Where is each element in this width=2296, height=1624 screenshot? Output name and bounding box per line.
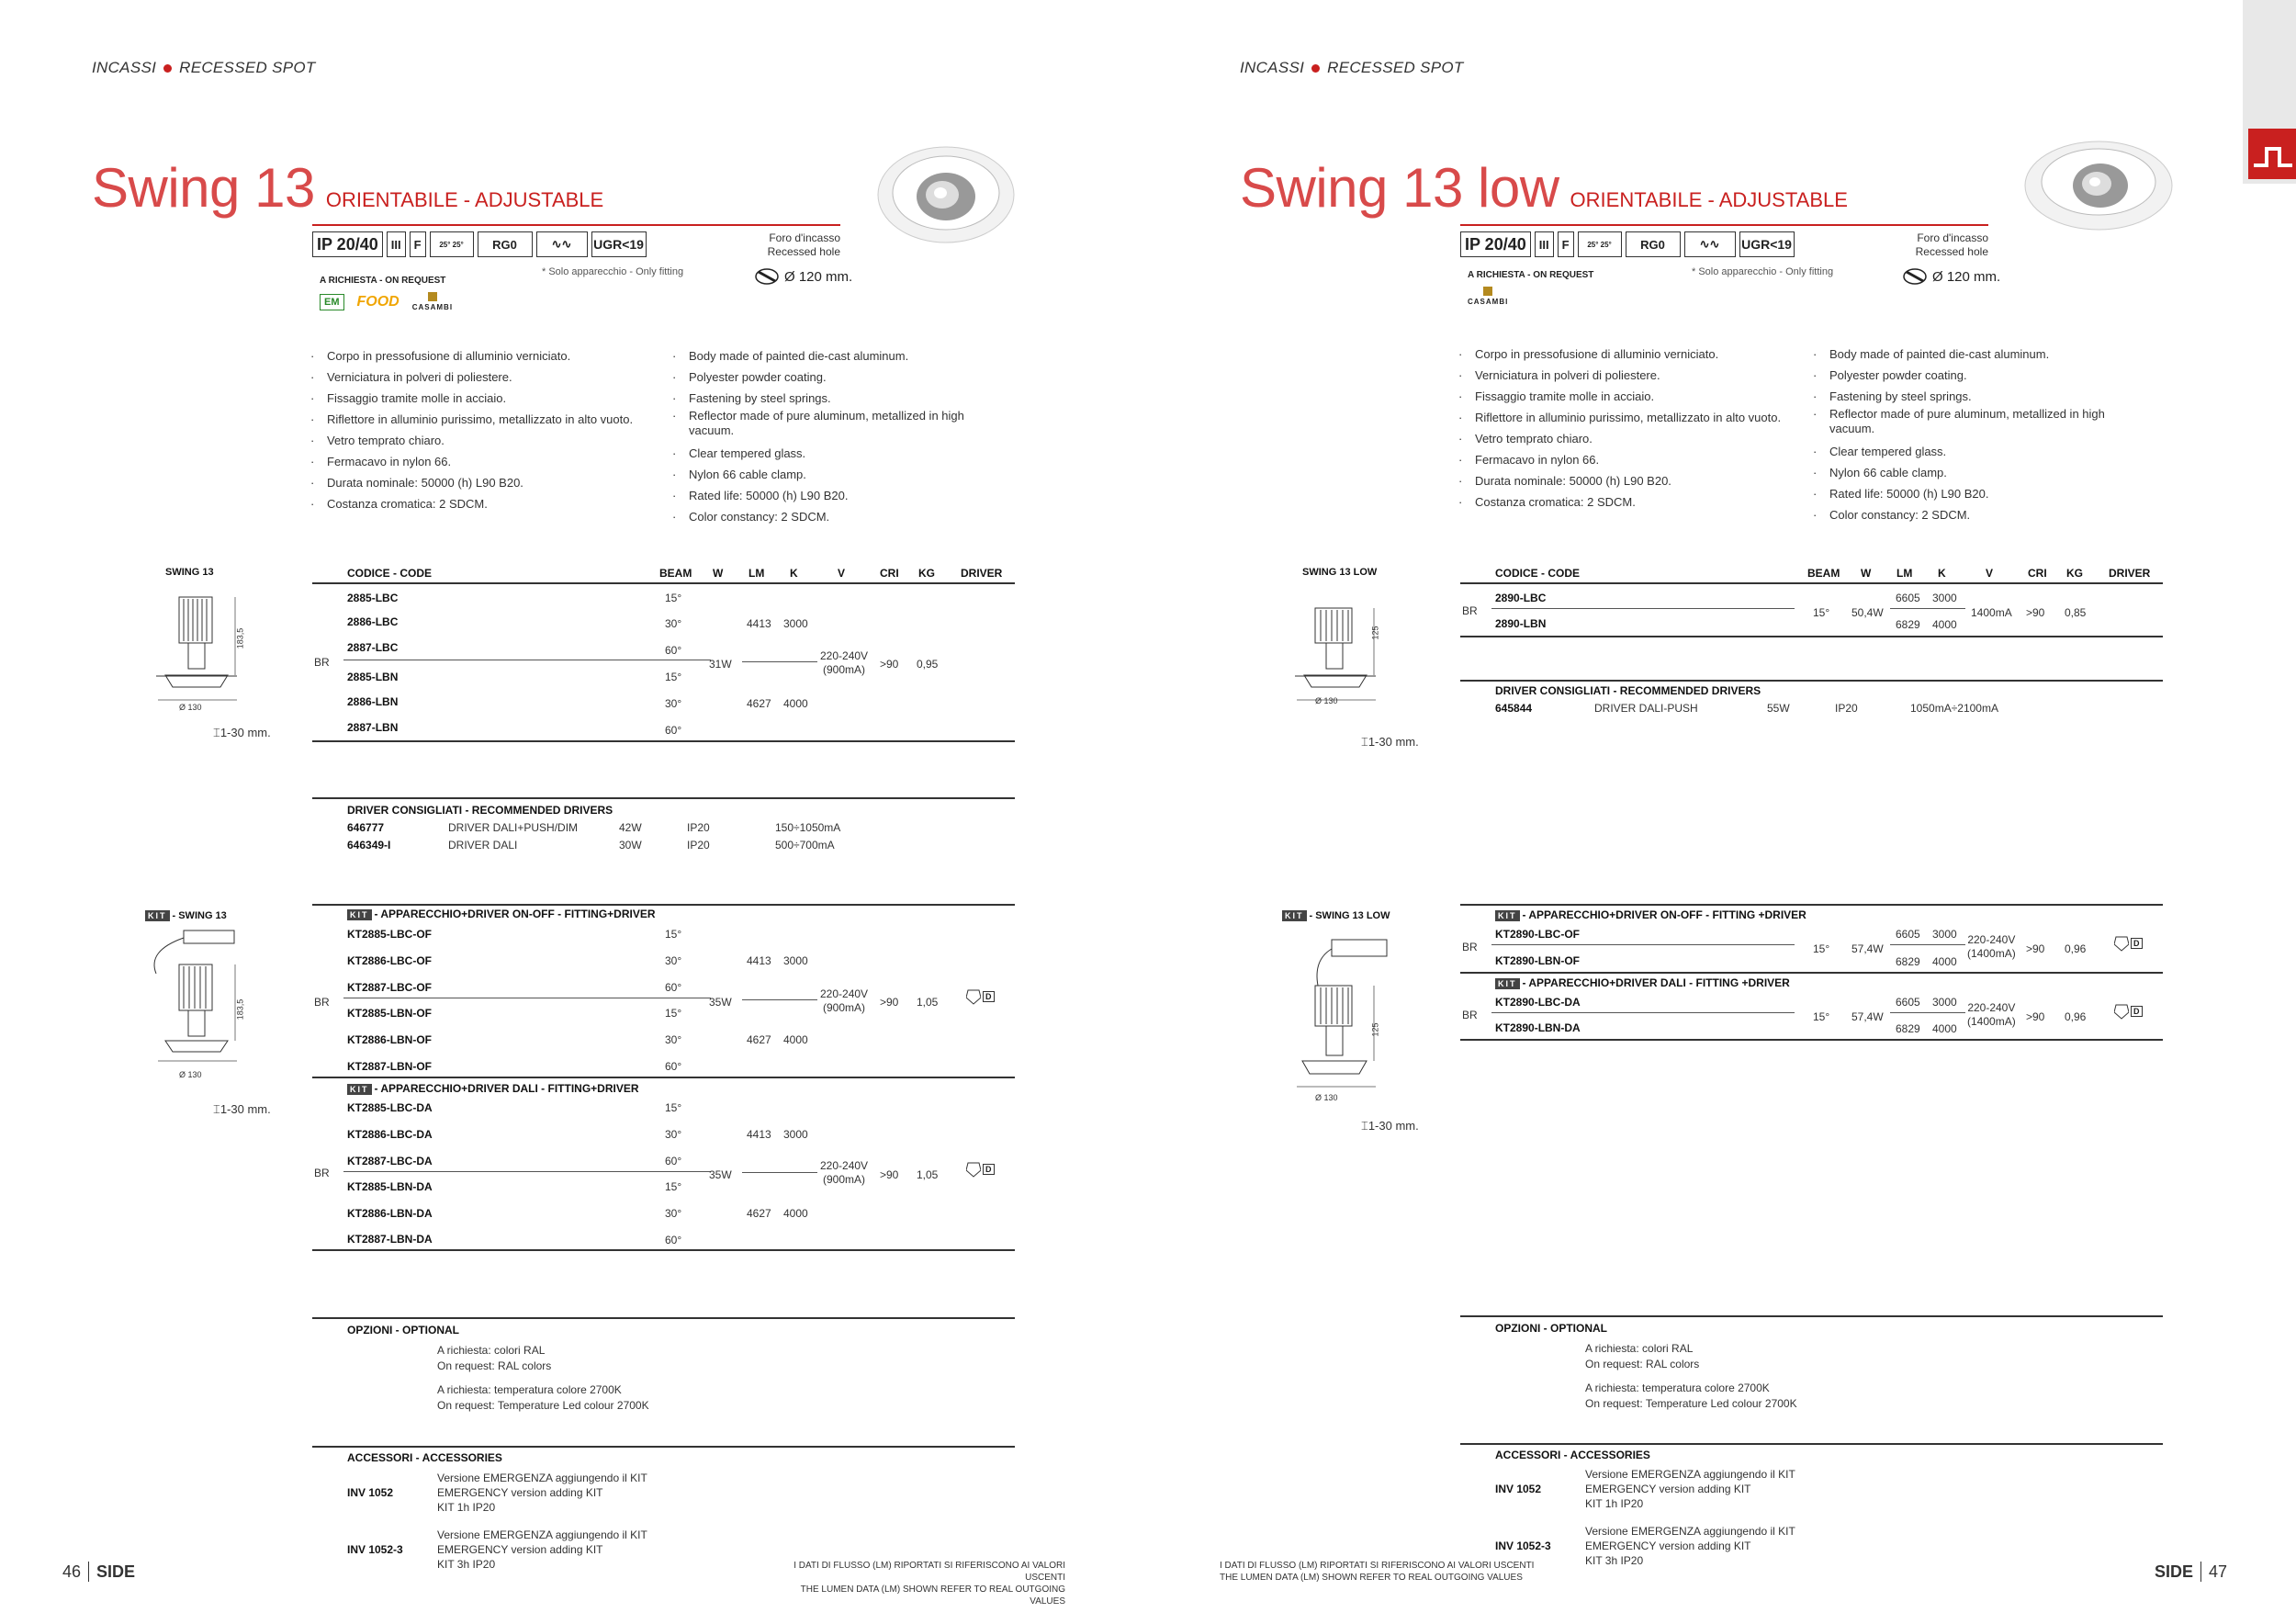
food-icon: FOOD <box>356 293 400 310</box>
table-row: KT2890-LBN-OF <box>1495 954 1581 967</box>
casambi-icon: CASAMBI <box>1468 287 1508 306</box>
accessory-row: INV 1052-3 <box>347 1543 403 1556</box>
table-row: KT2886-LBN-DA <box>347 1207 433 1220</box>
f-mark-icon: F <box>1558 231 1574 257</box>
table-row: KT2885-LBC-DA <box>347 1101 433 1114</box>
optional-title-right: OPZIONI - OPTIONAL <box>1495 1322 1607 1335</box>
only-fitting-note: * Solo apparecchio - Only fitting <box>542 266 684 277</box>
optional-list-right: A richiesta: colori RAL On request: RAL colors A richiesta: temperatura colore 2700K On request: Temperature Led colour 2700K <box>1585 1342 1797 1410</box>
product-photo-right <box>2016 129 2181 239</box>
request-icons <box>320 292 453 311</box>
table-row: 2886-LBN <box>347 695 399 708</box>
driver-icon: D <box>2114 935 2143 952</box>
col-v: V <box>838 567 846 580</box>
kit-dali-title: KIT - APPARECCHIO+DRIVER DALI - FITTING+DRIVER <box>347 1082 639 1095</box>
ugr-icon: UGR<19 <box>591 231 647 257</box>
kit-ceiling-thickness: ⌶1-30 mm. <box>213 1102 271 1116</box>
accessories-title-right: ACCESSORI - ACCESSORIES <box>1495 1449 1650 1461</box>
driver-icon: D <box>2114 1003 2143 1020</box>
drivers-title-right: DRIVER CONSIGLIATI - RECOMMENDED DRIVERS <box>1495 684 1761 697</box>
ip-rating-icon: IP 20/40 <box>312 231 383 257</box>
table-row: KT2886-LBC-DA <box>347 1128 433 1141</box>
features-it: · Corpo in pressofusione di alluminio verniciato. · Verniciatura in polveri di poliestere. · Fissaggio tramite molle in acciaio. · Riflettore in alluminio purissimo, metallizzato in alto vuoto. · Vetro temprato chiaro. · Fermacavo in nylon 66. · Durata nominale: 50000 (h) L90 B20. · Costanza cromatica: 2 SDCM. <box>310 345 659 514</box>
photobiological-rg0-icon: RG0 <box>1626 231 1681 257</box>
kit-onoff-title-right: KIT - APPARECCHIO+DRIVER ON-OFF - FITTING +DRIVER <box>1495 908 1806 921</box>
drivers-title: DRIVER CONSIGLIATI - RECOMMENDED DRIVERS <box>347 804 613 817</box>
hole-cutter-icon <box>755 268 779 285</box>
driver-row: 646777 <box>347 821 385 834</box>
table-row: 2890-LBC <box>1495 592 1547 604</box>
col-k: K <box>790 567 798 580</box>
recessed-hole-label: Foro d'incasso Recessed hole <box>767 231 840 258</box>
drawing-label: SWING 13 <box>165 567 214 578</box>
title-underline <box>312 224 840 226</box>
accessories-title: ACCESSORI - ACCESSORIES <box>347 1451 502 1464</box>
product-title-right: Swing 13 low ORIENTABILE - ADJUSTABLE <box>1240 157 1848 219</box>
optional-list: A richiesta: colori RAL On request: RAL colors A richiesta: temperatura colore 2700K On request: Temperature Led colour 2700K <box>437 1344 649 1412</box>
col-lm: LM <box>748 567 765 580</box>
ceiling-thickness-right: ⌶1-30 mm. <box>1361 735 1419 749</box>
col-kg: KG <box>918 567 935 580</box>
section-marker-icon <box>2248 129 2296 179</box>
table-row: 2886-LBC <box>347 615 399 628</box>
class-iii-icon: III <box>387 231 406 257</box>
recessed-hole-label-right: Foro d'incasso Recessed hole <box>1915 231 1988 258</box>
casambi-icon: CASAMBI <box>412 292 453 311</box>
finish-code: BR <box>314 656 330 669</box>
accessory-row: INV 1052 <box>1495 1483 1542 1495</box>
hole-cutter-icon <box>1903 268 1927 285</box>
features-it-right: · Corpo in pressofusione di alluminio verniciato. · Verniciatura in polveri di poliestere. · Fissaggio tramite molle in acciaio. · Riflettore in alluminio purissimo, metallizzato in alto vuoto. · Vetro temprato chiaro. · Fermacavo in nylon 66. · Durata nominale: 50000 (h) L90 B20. · Costanza cromatica: 2 SDCM. <box>1458 344 1807 513</box>
technical-drawing <box>138 588 257 716</box>
driver-icon: D <box>966 988 995 1005</box>
kit-onoff-title: KIT - APPARECCHIO+DRIVER ON-OFF - FITTING+DRIVER <box>347 908 656 920</box>
table-row: KT2885-LBN-OF <box>347 1007 433 1020</box>
table-row: KT2887-LBC-DA <box>347 1155 433 1167</box>
recessed-hole-dimension-right: Ø 120 mm. <box>1903 268 2000 285</box>
table-row: KT2887-LBN-DA <box>347 1233 433 1246</box>
drawing-height: 183,5 <box>235 627 245 649</box>
driver-row: 645844 <box>1495 702 1533 715</box>
accessory-row: INV 1052 <box>347 1486 394 1499</box>
ugr-icon: UGR<19 <box>1739 231 1795 257</box>
driver-icon: D <box>966 1161 995 1178</box>
section-label: INCASSI RECESSED SPOT <box>92 59 316 76</box>
on-request-label: A RICHIESTA - ON REQUEST <box>320 276 446 286</box>
beam-angle-icon: 25° 25° <box>430 231 474 257</box>
kit-technical-drawing-right <box>1277 932 1405 1107</box>
table-row: KT2890-LBN-DA <box>1495 1021 1581 1034</box>
optional-title: OPZIONI - OPTIONAL <box>347 1324 459 1336</box>
drawing-diameter: Ø 130 <box>179 703 202 712</box>
table-row: KT2887-LBC-OF <box>347 981 433 994</box>
page-number-right: SIDE 47 <box>2155 1562 2228 1581</box>
table-row: 2890-LBN <box>1495 617 1547 630</box>
driver-row: 646349-I <box>347 839 391 851</box>
table-row: KT2886-LBN-OF <box>347 1033 433 1046</box>
lumen-footnote-left: I DATI DI FLUSSO (LM) RIPORTATI SI RIFERISCONO AI VALORI USCENTI THE LUMEN DATA (LM) SHOWN REFER TO REAL OUTGOING VALUES <box>793 1561 1065 1607</box>
drawing-label-right: SWING 13 LOW <box>1302 567 1378 578</box>
features-en: · Body made of painted die-cast aluminum. · Polyester powder coating. · Fastening by steel springs. · Reflector made of pure aluminum, metallized in high vacuum. · Clear tempered glass. · Nylon 66 cable clamp. · Rated life: 50000 (h) L90 B20. · Color constancy: 2 SDCM. <box>672 345 985 527</box>
table-row: 2887-LBN <box>347 721 399 734</box>
table-row: KT2886-LBC-OF <box>347 954 433 967</box>
table-row: 2885-LBC <box>347 592 399 604</box>
spec-icons <box>312 231 647 257</box>
col-driver: DRIVER <box>961 567 1003 580</box>
flicker-free-icon: ∿∿ <box>1684 231 1736 257</box>
photobiological-rg0-icon: RG0 <box>478 231 533 257</box>
accessory-row: INV 1052-3 <box>1495 1539 1551 1552</box>
beam-angle-icon: 25° 25° <box>1578 231 1622 257</box>
table-row: 2885-LBN <box>347 671 399 683</box>
section-label-right: INCASSI RECESSED SPOT <box>1240 59 1464 76</box>
kit-technical-drawing <box>138 923 257 1070</box>
product-title: Swing 13 ORIENTABILE - ADJUSTABLE <box>92 157 604 219</box>
col-code: CODICE - CODE <box>347 567 433 580</box>
emergency-icon: EM <box>320 294 344 310</box>
kit-drawing-label-right: KIT - SWING 13 LOW <box>1282 910 1390 921</box>
table-row: KT2890-LBC-DA <box>1495 996 1581 1009</box>
kit-ceiling-thickness-right: ⌶1-30 mm. <box>1361 1119 1419 1133</box>
table-row: KT2885-LBN-DA <box>347 1180 433 1193</box>
spec-icons-right <box>1460 231 1795 257</box>
features-en-right: · Body made of painted die-cast aluminum. · Polyester powder coating. · Fastening by steel springs. · Reflector made of pure aluminum, metallized in high vacuum. · Clear tempered glass. · Nylon 66 cable clamp. · Rated life: 50000 (h) L90 B20. · Color constancy: 2 SDCM. <box>1813 344 2125 525</box>
col-cri: CRI <box>880 567 899 580</box>
product-photo <box>872 138 1019 248</box>
lumen-footnote-right: I DATI DI FLUSSO (LM) RIPORTATI SI RIFERISCONO AI VALORI USCENTI THE LUMEN DATA (LM) SHOWN REFER TO REAL OUTGOING VALUES <box>1220 1561 1535 1583</box>
page-number-left: 46 SIDE <box>62 1562 136 1581</box>
ceiling-thickness: ⌶1-30 mm. <box>213 726 271 739</box>
f-mark-icon: F <box>410 231 426 257</box>
kit-drawing-label: KIT - SWING 13 <box>145 910 227 921</box>
table-row: KT2885-LBC-OF <box>347 928 433 941</box>
col-beam: BEAM <box>659 567 692 580</box>
table-row: 2887-LBC <box>347 641 399 654</box>
flicker-free-icon: ∿∿ <box>536 231 588 257</box>
table-row: KT2890-LBC-OF <box>1495 928 1581 941</box>
kit-dali-title-right: KIT - APPARECCHIO+DRIVER DALI - FITTING +DRIVER <box>1495 976 1790 989</box>
col-w: W <box>713 567 724 580</box>
recessed-hole-dimension: Ø 120 mm. <box>755 268 852 285</box>
ip-rating-icon: IP 20/40 <box>1460 231 1531 257</box>
class-iii-icon: III <box>1535 231 1554 257</box>
table-row: KT2887-LBN-OF <box>347 1060 433 1073</box>
title-underline-right <box>1460 224 1988 226</box>
